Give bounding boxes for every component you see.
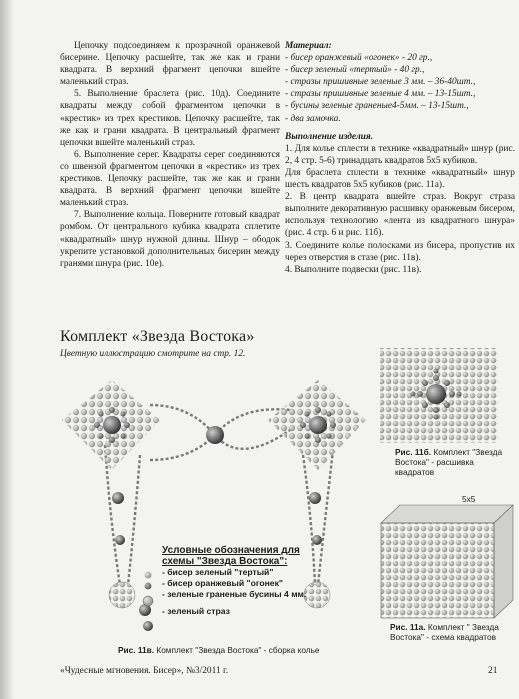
left-paragraph: 7. Выполнение кольца. Поверните готовый квадрат ромбом. От центрального кубика квадрата сплетите «квадратный» шнур нужной длины. Шнур – ободок укрепите установкой дополнительных бисерин между гранями шнура (рис. 10е).	[60, 210, 280, 269]
necklace-left-square	[62, 380, 160, 470]
left-paragraph: Цепочку подсоединяем к прозрачной оранжевой бисерине. Цепочку расшейте, так же как и грани квадрата. В верхний фрагмент цепочки вшейте маленький страз.	[60, 41, 280, 88]
material-item: - бисер оранжевый «огонек» - 20 гр.,	[285, 53, 433, 64]
instruction-paragraph: 4. Выполните подвески (рис. 11в).	[285, 264, 422, 275]
materials-heading: Материал:	[285, 41, 332, 51]
left-paragraph: 6. Выполнение серег. Квадраты серег соединяются со швензой фрагментом цепочки в «крестик» из трех крестиков. Цепочку расшейте, так же как и грани квадрата. В верхний фрагмент цепочки вшейте маленький страз.	[60, 149, 280, 209]
material-item: - два замочка.	[285, 113, 341, 124]
material-item: - стразы пришивные зеленые 3 мм. – 36-40шт.,	[285, 77, 476, 88]
caption-text: Комплект "Звезда Востока" - сборка колье	[156, 645, 320, 655]
legend-item: - зеленый страз	[162, 606, 230, 616]
material-item: - бусины зеленые граненые4-5мм. – 13-15шт.,	[285, 101, 469, 112]
section-subtitle: Цветную иллюстрацию смотрите на стр. 12.	[60, 349, 246, 359]
caption-label: Рис. 11в.	[118, 645, 155, 655]
instruction-paragraph: 3. Соедините колье полосками из бисера, пропустив их через отверстия в стазе (рис. 11в).	[285, 240, 515, 263]
caption-text: Комплект "Звезда Востока" - расшивка квадратов	[395, 447, 503, 477]
grid-size-label: 5х5	[462, 494, 476, 504]
instruction-paragraph: 2. В центр квадрата вшейте страз. Вокруг страза выполните декоративную расшивку оранжевым бисером, используя технологию «лента из квадратного шнура» (рис. 4 стр. 6 и рис. 11б).	[285, 192, 515, 239]
center-crystal	[206, 426, 224, 444]
legend-title: Условные обозначения для схемы "Звезда Востока":	[162, 545, 300, 567]
instruction-paragraph: Для браслета сплести в технике «квадратный» шнур шесть квадратов 5х5 кубиков (рис. 11а).	[285, 167, 515, 191]
page-number: 21	[488, 666, 498, 676]
section-title: Комплект «Звезда Востока»	[60, 328, 255, 345]
caption-label: Рис. 11а.	[390, 622, 426, 632]
instructions-heading: Выполнение изделия.	[285, 131, 374, 142]
caption-text: Комплект " Звезда Востока" - схема квадратов	[390, 622, 499, 642]
caption-fig-11a	[390, 622, 500, 642]
instruction-paragraph: 1. Для колье сплести в технике «квадратный» шнур (рис. 2, 4 стр. 5-6) тринадцать квадратов 5х5 кубиков.	[285, 143, 515, 166]
left-paragraph: 5. Выполнение браслета (рис. 10д). Соедините квадраты между собой фрагментом цепочки в «крестик» из трех крестиков. Цепочку расшейте, так же как и грани квадрата. В центральный фрагмент цепочки вшейте маленький страз.	[60, 89, 280, 148]
legend-swatches	[143, 572, 153, 631]
caption-fig-11v	[118, 645, 378, 655]
legend-item: - бисер зеленый "тертый"	[162, 567, 274, 577]
material-item: - бисер зеленый «тертый» - 40 гр.,	[285, 65, 425, 76]
necklace-right-square	[268, 380, 366, 470]
footer-magazine: «Чудесные мгновения. Бисер», №3/2011 г.	[60, 666, 229, 676]
caption-fig-11b	[395, 447, 505, 477]
material-item: - стразы пришивные зеленые 4 мм. – 13-15шт.,	[285, 89, 476, 100]
scheme-legend	[162, 545, 322, 617]
legend-item: - зеленые граненые бусины 4 мм.	[162, 589, 307, 599]
fig-11a-square-scheme	[381, 505, 513, 618]
fig-11b-square-embroidery	[380, 348, 498, 443]
caption-label: Рис. 11б.	[395, 447, 432, 457]
legend-item: - бисер оранжевый "огонек"	[162, 578, 283, 588]
